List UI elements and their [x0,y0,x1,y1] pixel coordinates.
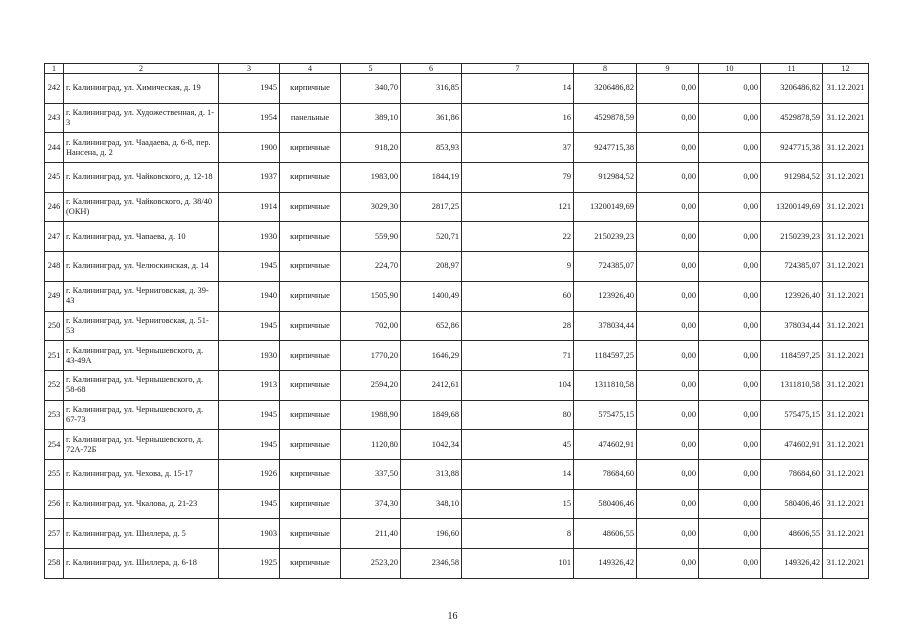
header-cell: 5 [341,64,401,74]
amount-cell: 724385,07 [574,252,637,282]
header-cell: 2 [64,64,219,74]
year-cell: 1930 [219,222,280,252]
amount-cell: 575475,15 [574,400,637,430]
total-cell: 48606,55 [761,519,823,549]
area-cell: 337,50 [341,459,401,489]
amount-cell: 0,00 [699,549,761,579]
amount-cell: 0,00 [637,281,699,311]
date-cell: 31.12.2021 [823,549,869,579]
total-cell: 4529878,59 [761,103,823,133]
date-cell: 31.12.2021 [823,311,869,341]
wall-material-cell: кирпичные [280,133,341,163]
table-row [45,133,869,163]
table-row [45,519,869,549]
amount-cell: 0,00 [637,222,699,252]
wall-material-cell: кирпичные [280,311,341,341]
area-cell: 1983,00 [341,163,401,193]
amount-cell: 580406,46 [574,489,637,519]
amount-cell: 3206486,82 [574,74,637,104]
page-number: 16 [447,611,458,622]
address-cell: г. Калининград, ул. Шиллера, д. 5 [64,519,219,549]
amount-cell: 48606,55 [574,519,637,549]
table-row [45,281,869,311]
living-area-cell: 1849,68 [401,400,462,430]
living-area-cell: 520,71 [401,222,462,252]
amount-cell: 912984,52 [574,163,637,193]
total-cell: 13200149,69 [761,192,823,222]
date-cell: 31.12.2021 [823,489,869,519]
wall-material-cell: кирпичные [280,74,341,104]
amount-cell: 13200149,69 [574,192,637,222]
year-cell: 1945 [219,252,280,282]
residents-cell: 8 [462,519,574,549]
date-cell: 31.12.2021 [823,74,869,104]
row-number-cell: 249 [45,281,64,311]
row-number-cell: 254 [45,430,64,460]
total-cell: 1184597,25 [761,341,823,371]
year-cell: 1913 [219,370,280,400]
amount-cell: 9247715,38 [574,133,637,163]
total-cell: 575475,15 [761,400,823,430]
header-cell: 9 [637,64,699,74]
amount-cell: 123926,40 [574,281,637,311]
total-cell: 724385,07 [761,252,823,282]
address-cell: г. Калининград, ул. Чехова, д. 15-17 [64,459,219,489]
year-cell: 1930 [219,341,280,371]
residents-cell: 14 [462,459,574,489]
amount-cell: 2150239,23 [574,222,637,252]
living-area-cell: 348,10 [401,489,462,519]
header-cell: 10 [699,64,761,74]
area-cell: 1988,90 [341,400,401,430]
table-row [45,192,869,222]
wall-material-cell: кирпичные [280,370,341,400]
address-cell: г. Калининград, ул. Чернышевского, д. 43-49А [64,341,219,371]
living-area-cell: 652,86 [401,311,462,341]
total-cell: 123926,40 [761,281,823,311]
area-cell: 374,30 [341,489,401,519]
date-cell: 31.12.2021 [823,103,869,133]
total-cell: 9247715,38 [761,133,823,163]
residents-cell: 121 [462,192,574,222]
table-row [45,430,869,460]
header-cell: 11 [761,64,823,74]
table-row [45,163,869,193]
residents-cell: 79 [462,163,574,193]
total-cell: 378034,44 [761,311,823,341]
amount-cell: 0,00 [637,341,699,371]
row-number-cell: 242 [45,74,64,104]
area-cell: 3029,30 [341,192,401,222]
address-cell: г. Калининград, ул. Химическая, д. 19 [64,74,219,104]
living-area-cell: 361,86 [401,103,462,133]
table-row [45,549,869,579]
row-number-cell: 251 [45,341,64,371]
wall-material-cell: панельные [280,103,341,133]
row-number-cell: 244 [45,133,64,163]
date-cell: 31.12.2021 [823,459,869,489]
table-row [45,459,869,489]
date-cell: 31.12.2021 [823,192,869,222]
row-number-cell: 252 [45,370,64,400]
total-cell: 912984,52 [761,163,823,193]
amount-cell: 149326,42 [574,549,637,579]
residents-cell: 28 [462,311,574,341]
address-cell: г. Калининград, ул. Челюскинская, д. 14 [64,252,219,282]
wall-material-cell: кирпичные [280,281,341,311]
year-cell: 1945 [219,430,280,460]
year-cell: 1925 [219,549,280,579]
row-number-cell: 245 [45,163,64,193]
date-cell: 31.12.2021 [823,252,869,282]
date-cell: 31.12.2021 [823,519,869,549]
row-number-cell: 256 [45,489,64,519]
row-number-cell: 250 [45,311,64,341]
amount-cell: 0,00 [637,489,699,519]
amount-cell: 0,00 [699,281,761,311]
table-row [45,341,869,371]
area-cell: 702,00 [341,311,401,341]
amount-cell: 0,00 [637,311,699,341]
amount-cell: 0,00 [637,549,699,579]
amount-cell: 378034,44 [574,311,637,341]
row-number-cell: 243 [45,103,64,133]
residents-cell: 101 [462,549,574,579]
header-cell: 7 [462,64,574,74]
amount-cell: 78684,60 [574,459,637,489]
amount-cell: 0,00 [699,370,761,400]
table-row [45,489,869,519]
living-area-cell: 2412,61 [401,370,462,400]
wall-material-cell: кирпичные [280,192,341,222]
amount-cell: 0,00 [637,192,699,222]
wall-material-cell: кирпичные [280,341,341,371]
date-cell: 31.12.2021 [823,430,869,460]
area-cell: 1770,20 [341,341,401,371]
area-cell: 559,90 [341,222,401,252]
total-cell: 149326,42 [761,549,823,579]
year-cell: 1945 [219,311,280,341]
year-cell: 1945 [219,489,280,519]
residents-cell: 16 [462,103,574,133]
area-cell: 389,10 [341,103,401,133]
row-number-cell: 253 [45,400,64,430]
date-cell: 31.12.2021 [823,163,869,193]
address-cell: г. Калининград, ул. Черниговская, д. 51-53 [64,311,219,341]
amount-cell: 0,00 [637,459,699,489]
residents-cell: 60 [462,281,574,311]
year-cell: 1914 [219,192,280,222]
residents-cell: 45 [462,430,574,460]
area-cell: 2594,20 [341,370,401,400]
residents-cell: 22 [462,222,574,252]
amount-cell: 0,00 [637,103,699,133]
date-cell: 31.12.2021 [823,281,869,311]
amount-cell: 0,00 [699,430,761,460]
row-number-cell: 257 [45,519,64,549]
amount-cell: 0,00 [699,311,761,341]
document-sheet [44,63,869,579]
area-cell: 224,70 [341,252,401,282]
living-area-cell: 1844,19 [401,163,462,193]
year-cell: 1945 [219,400,280,430]
wall-material-cell: кирпичные [280,400,341,430]
address-cell: г. Калининград, ул. Чапаева, д. 10 [64,222,219,252]
amount-cell: 0,00 [637,370,699,400]
amount-cell: 0,00 [637,430,699,460]
table-row [45,400,869,430]
wall-material-cell: кирпичные [280,252,341,282]
amount-cell: 0,00 [699,252,761,282]
table-row [45,370,869,400]
residents-cell: 15 [462,489,574,519]
year-cell: 1903 [219,519,280,549]
header-cell: 6 [401,64,462,74]
amount-cell: 0,00 [699,341,761,371]
residents-cell: 71 [462,341,574,371]
address-cell: г. Калининград, ул. Чайковского, д. 38/40 (ОКН) [64,192,219,222]
wall-material-cell: кирпичные [280,489,341,519]
area-cell: 1505,90 [341,281,401,311]
amount-cell: 0,00 [699,103,761,133]
area-cell: 340,70 [341,74,401,104]
address-cell: г. Калининград, ул. Чаадаева, д. 6-8, пер. Нансена, д. 2 [64,133,219,163]
wall-material-cell: кирпичные [280,430,341,460]
living-area-cell: 316,85 [401,74,462,104]
year-cell: 1940 [219,281,280,311]
header-cell: 1 [45,64,64,74]
amount-cell: 0,00 [637,133,699,163]
wall-material-cell: кирпичные [280,549,341,579]
total-cell: 1311810,58 [761,370,823,400]
date-cell: 31.12.2021 [823,400,869,430]
amount-cell: 0,00 [699,192,761,222]
wall-material-cell: кирпичные [280,459,341,489]
year-cell: 1954 [219,103,280,133]
total-cell: 580406,46 [761,489,823,519]
residents-cell: 14 [462,74,574,104]
address-cell: г. Калининград, ул. Шиллера, д. 6-18 [64,549,219,579]
amount-cell: 4529878,59 [574,103,637,133]
header-cell: 4 [280,64,341,74]
amount-cell: 0,00 [699,74,761,104]
year-cell: 1900 [219,133,280,163]
year-cell: 1937 [219,163,280,193]
living-area-cell: 1400,49 [401,281,462,311]
table-row [45,311,869,341]
amount-cell: 0,00 [699,222,761,252]
area-cell: 2523,20 [341,549,401,579]
living-area-cell: 2817,25 [401,192,462,222]
area-cell: 918,20 [341,133,401,163]
housing-table [44,63,869,579]
total-cell: 78684,60 [761,459,823,489]
table-body [45,64,869,579]
header-cell: 12 [823,64,869,74]
total-cell: 2150239,23 [761,222,823,252]
header-cell: 8 [574,64,637,74]
amount-cell: 0,00 [699,519,761,549]
living-area-cell: 196,60 [401,519,462,549]
wall-material-cell: кирпичные [280,519,341,549]
column-number-header [45,64,869,74]
row-number-cell: 248 [45,252,64,282]
wall-material-cell: кирпичные [280,222,341,252]
date-cell: 31.12.2021 [823,341,869,371]
total-cell: 3206486,82 [761,74,823,104]
amount-cell: 474602,91 [574,430,637,460]
table-row [45,74,869,104]
area-cell: 211,40 [341,519,401,549]
living-area-cell: 1042,34 [401,430,462,460]
residents-cell: 80 [462,400,574,430]
header-cell: 3 [219,64,280,74]
amount-cell: 0,00 [637,163,699,193]
address-cell: г. Калининград, ул. Чернышевского, д. 58-68 [64,370,219,400]
residents-cell: 9 [462,252,574,282]
residents-cell: 37 [462,133,574,163]
amount-cell: 0,00 [637,252,699,282]
amount-cell: 0,00 [699,459,761,489]
living-area-cell: 208,97 [401,252,462,282]
living-area-cell: 313,88 [401,459,462,489]
date-cell: 31.12.2021 [823,222,869,252]
amount-cell: 0,00 [637,74,699,104]
amount-cell: 0,00 [699,133,761,163]
address-cell: г. Калининград, ул. Чкалова, д. 21-23 [64,489,219,519]
row-number-cell: 258 [45,549,64,579]
amount-cell: 1184597,25 [574,341,637,371]
address-cell: г. Калининград, ул. Черниговская, д. 39-43 [64,281,219,311]
residents-cell: 104 [462,370,574,400]
amount-cell: 0,00 [699,489,761,519]
row-number-cell: 246 [45,192,64,222]
table-row [45,222,869,252]
address-cell: г. Калининград, ул. Чернышевского, д. 72А-72Б [64,430,219,460]
date-cell: 31.12.2021 [823,133,869,163]
year-cell: 1945 [219,74,280,104]
amount-cell: 1311810,58 [574,370,637,400]
living-area-cell: 853,93 [401,133,462,163]
address-cell: г. Калининград, ул. Художественная, д. 1-3 [64,103,219,133]
amount-cell: 0,00 [699,400,761,430]
row-number-cell: 255 [45,459,64,489]
table-row [45,103,869,133]
wall-material-cell: кирпичные [280,163,341,193]
living-area-cell: 2346,58 [401,549,462,579]
address-cell: г. Калининград, ул. Чернышевского, д. 67-73 [64,400,219,430]
amount-cell: 0,00 [699,163,761,193]
date-cell: 31.12.2021 [823,370,869,400]
amount-cell: 0,00 [637,519,699,549]
address-cell: г. Калининград, ул. Чайковского, д. 12-18 [64,163,219,193]
total-cell: 474602,91 [761,430,823,460]
living-area-cell: 1646,29 [401,341,462,371]
year-cell: 1926 [219,459,280,489]
area-cell: 1120,80 [341,430,401,460]
amount-cell: 0,00 [637,400,699,430]
row-number-cell: 247 [45,222,64,252]
table-row [45,252,869,282]
